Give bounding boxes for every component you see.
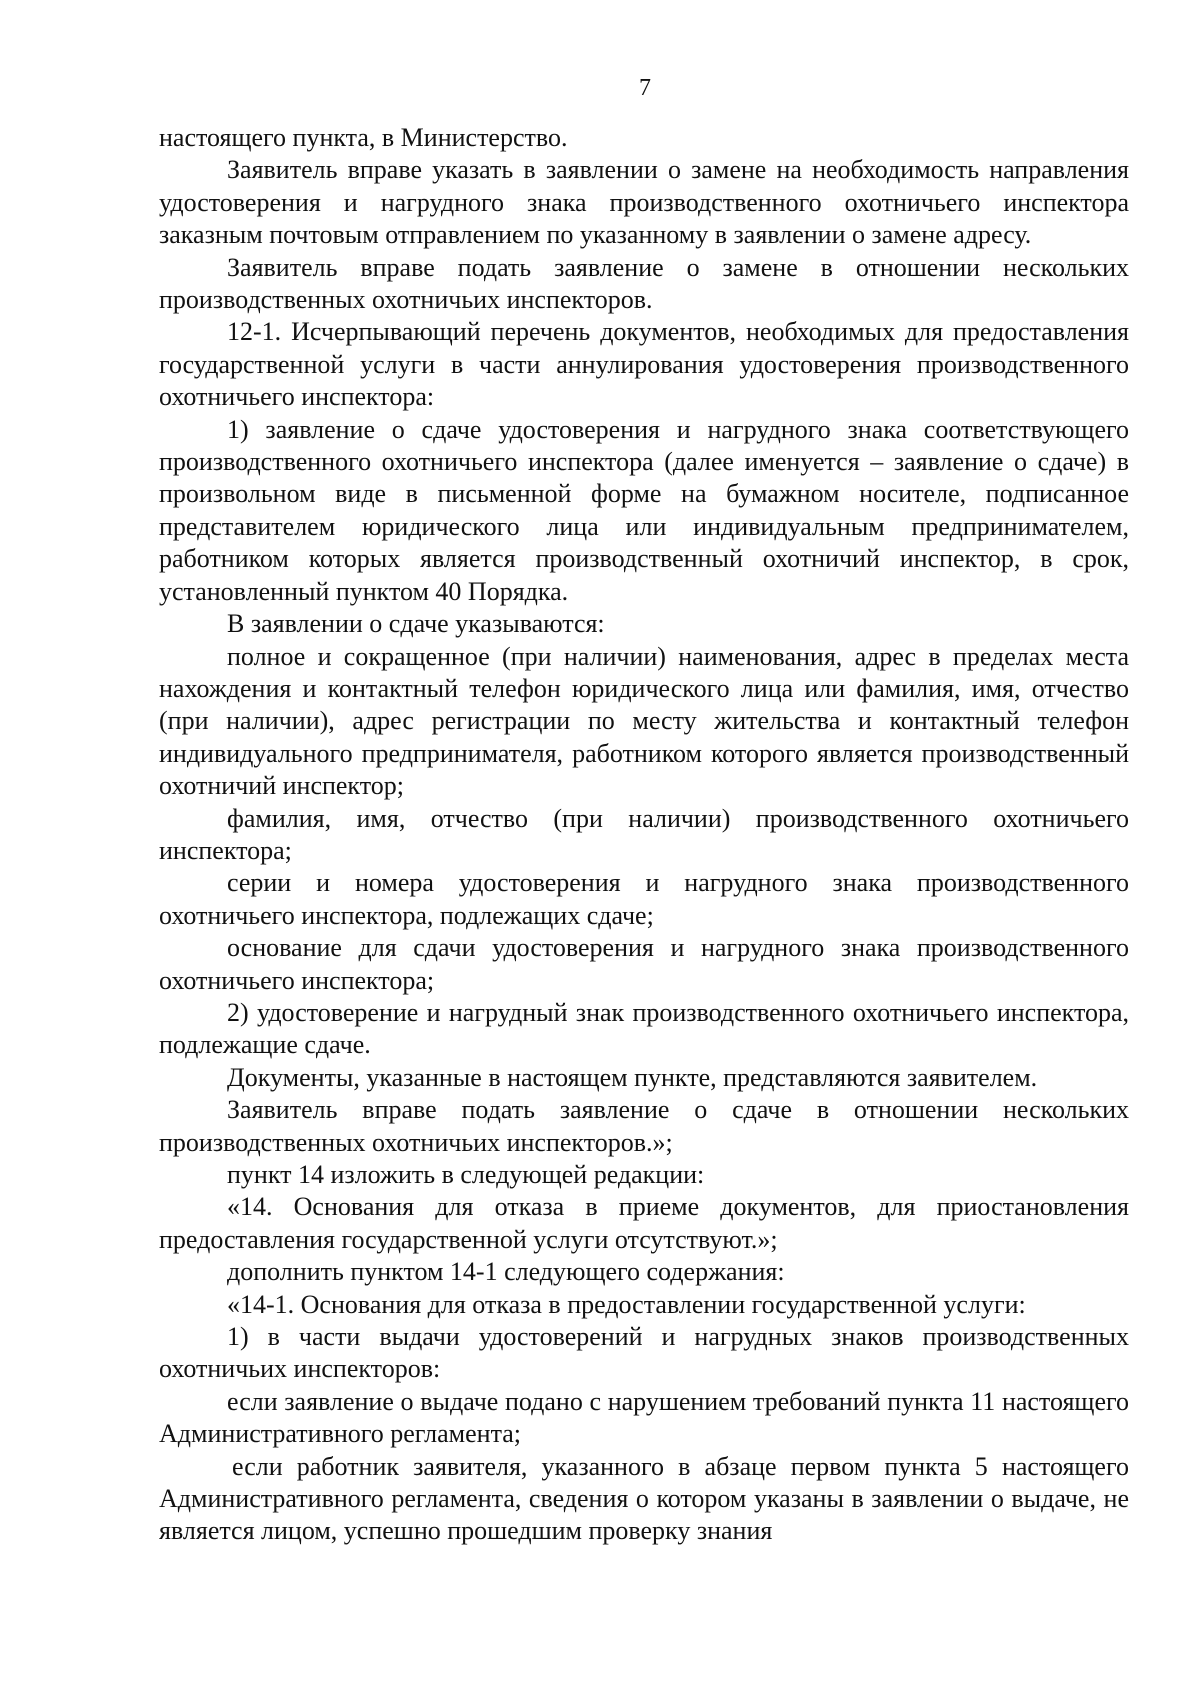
paragraph-point-14-amend: пункт 14 изложить в следующей редакции:	[227, 1160, 705, 1189]
paragraph-surrender-multiple: Заявитель вправе подать заявление о сдаче в отношении нескольких производственных охотничьих инспекторов.»;	[159, 1095, 1129, 1157]
paragraph-surrender-grounds: основание для сдачи удостоверения и нагрудного знака производственного охотничьего инспектора;	[159, 933, 1129, 995]
paragraph-documents-submitted: Документы, указанные в настоящем пункте, представляются заявителем.	[227, 1062, 1038, 1092]
paragraph-14-1-item-1: 1) в части выдачи удостоверений и нагрудных знаков производственных охотничьих инспекторов:	[159, 1322, 1129, 1384]
paragraph-employee-not-tested: если работник заявителя, указанного в абзаце первом пункта 5 настоящего Административного регламента, сведения о котором указаны в заявлении о выдаче, не является лицом, успешно прошедшим проверку знания	[159, 1451, 1129, 1546]
paragraph-inspector-name: фамилия, имя, отчество (при наличии) производственного охотничьего инспектора;	[159, 803, 1129, 865]
paragraph-applicant-details: полное и сокращенное (при наличии) наименования, адрес в пределах места нахождения и контактный телефон юридического лица или фамилия, имя, отчество (при наличии), адрес регистрации по месту жительства и контактный телефон индивидуального предпринимателя, работником которого является производственный охотничий инспектор;	[159, 641, 1129, 801]
document-body	[159, 122, 1129, 1548]
paragraph-violation-point-11: если заявление о выдаче подано с нарушением требований пункта 11 настоящего Административного регламента;	[159, 1386, 1129, 1449]
paragraph-application-contents: В заявлении о сдаче указываются:	[227, 609, 605, 639]
paragraph-add-14-1: дополнить пунктом 14-1 следующего содержания:	[227, 1257, 785, 1287]
paragraph-continuation: настоящего пункта, в Министерство.	[159, 123, 568, 152]
paragraph-series-numbers: серии и номера удостоверения и нагрудного знака производственного охотничьего инспектора, подлежащих сдаче;	[159, 868, 1129, 930]
page-number: 7	[639, 75, 651, 101]
paragraph-point-14-text: «14. Основания для отказа в приеме документов, для приостановления предоставления государственной услуги отсутствуют.»;	[159, 1192, 1129, 1254]
paragraph-item-1-application: 1) заявление о сдаче удостоверения и нагрудного знака соответствующего производственного охотничьего инспектора (далее именуется – заявление о сдаче) в произвольном виде в письменной форме на бумажном носителе, подписанное представителем юридического лица или индивидуальным предпринимателем, работником которых является производственный охотничий инспектор, в срок, установленный пунктом 40 Порядка.	[159, 414, 1129, 606]
paragraph-replacement-by-mail: Заявитель вправе указать в заявлении о замене на необходимость направления удостоверения и нагрудного знака производственного охотничьего инспектора заказным почтовым отправлением по указанному в заявлении о замене адресу.	[159, 155, 1129, 250]
paragraph-replacement-multiple: Заявитель вправе подать заявление о замене в отношении нескольких производственных охотничьих инспекторов.	[159, 252, 1129, 315]
paragraph-12-1-heading: 12-1. Исчерпывающий перечень документов, необходимых для предоставления государственной услуги в части аннулирования удостоверения производственного охотничьего инспектора:	[159, 317, 1129, 412]
paragraph-item-2-certificate: 2) удостоверение и нагрудный знак производственного охотничьего инспектора, подлежащие сдаче.	[159, 997, 1129, 1060]
paragraph-14-1-heading: «14-1. Основания для отказа в предоставлении государственной услуги:	[227, 1289, 1026, 1319]
